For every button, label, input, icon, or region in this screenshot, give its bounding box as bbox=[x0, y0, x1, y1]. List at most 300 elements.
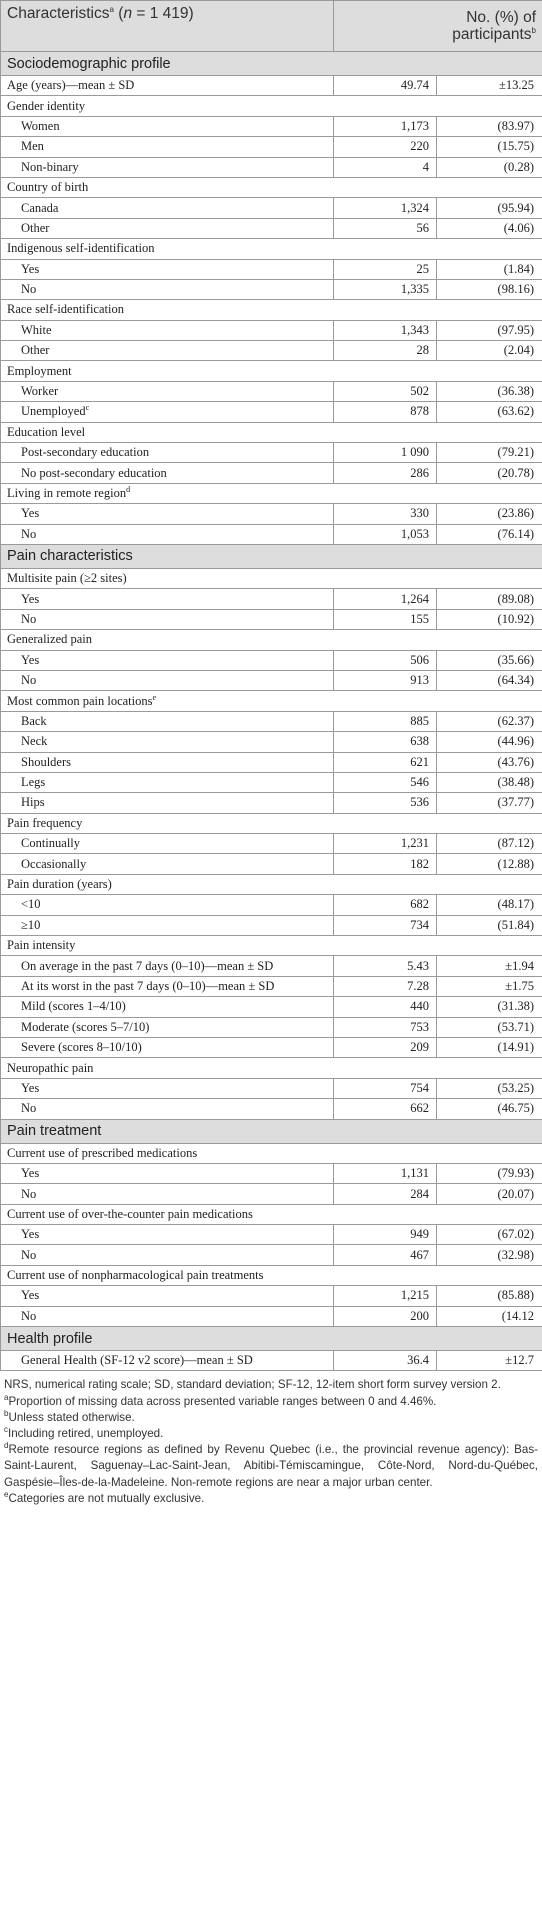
row-label-text: Country of birth bbox=[7, 180, 89, 195]
percent-cell: (1.84) bbox=[437, 259, 542, 279]
count-cell: 885 bbox=[334, 711, 437, 731]
footnote-letter: a bbox=[4, 1392, 9, 1402]
row-label-text: Most common pain locations bbox=[7, 693, 153, 708]
row-label bbox=[1, 381, 334, 401]
count-cell: 734 bbox=[334, 915, 437, 935]
percent-cell: (15.75) bbox=[437, 137, 542, 157]
row-label-text: Hips bbox=[21, 795, 45, 810]
count-cell: 638 bbox=[334, 732, 437, 752]
row-label bbox=[1, 609, 334, 629]
row-label bbox=[1, 1143, 542, 1163]
percent-cell: (10.92) bbox=[437, 609, 542, 629]
group-row bbox=[1, 483, 542, 503]
header-n-italic: n bbox=[123, 5, 133, 22]
section-header-row bbox=[1, 52, 542, 76]
row-label-text: Generalized pain bbox=[7, 632, 93, 647]
row-label bbox=[1, 732, 334, 752]
percent-cell: (46.75) bbox=[437, 1099, 542, 1119]
row-label-text: Neuropathic pain bbox=[7, 1060, 94, 1075]
percent-cell: (32.98) bbox=[437, 1245, 542, 1265]
count-cell: 209 bbox=[334, 1037, 437, 1057]
percent-cell: (98.16) bbox=[437, 279, 542, 299]
count-cell: 330 bbox=[334, 504, 437, 524]
row-label-text: Yes bbox=[21, 652, 40, 667]
row-label bbox=[1, 483, 542, 503]
section-title: Sociodemographic profile bbox=[1, 52, 542, 76]
section-title: Pain treatment bbox=[1, 1119, 542, 1143]
footnote-letter: b bbox=[4, 1408, 9, 1418]
count-cell: 1,053 bbox=[334, 524, 437, 544]
footnote-marker: e bbox=[152, 692, 157, 702]
table-row bbox=[1, 1286, 542, 1306]
table-row bbox=[1, 732, 542, 752]
group-row bbox=[1, 1204, 542, 1224]
table-row bbox=[1, 997, 542, 1017]
row-label bbox=[1, 568, 542, 588]
row-label-text: Back bbox=[21, 713, 47, 728]
row-label-text: Current use of over-the-counter pain medications bbox=[7, 1206, 253, 1221]
table-row bbox=[1, 670, 542, 690]
footnote-text: Categories are not mutually exclusive. bbox=[8, 1491, 205, 1505]
count-cell: 502 bbox=[334, 381, 437, 401]
table-row bbox=[1, 259, 542, 279]
group-row bbox=[1, 691, 542, 711]
row-label bbox=[1, 834, 334, 854]
group-row bbox=[1, 630, 542, 650]
percent-cell: (4.06) bbox=[437, 218, 542, 238]
percent-cell: (0.28) bbox=[437, 157, 542, 177]
percent-cell: ±1.75 bbox=[437, 976, 542, 996]
row-label bbox=[1, 1306, 334, 1326]
table-row bbox=[1, 504, 542, 524]
percent-cell: (63.62) bbox=[437, 402, 542, 422]
table-row bbox=[1, 157, 542, 177]
section-header-row bbox=[1, 1119, 542, 1143]
row-label-text: Yes bbox=[21, 1227, 40, 1242]
row-label bbox=[1, 630, 542, 650]
row-label-text: Current use of nonpharmacological pain treatments bbox=[7, 1268, 264, 1283]
percent-cell: (53.25) bbox=[437, 1078, 542, 1098]
group-row bbox=[1, 874, 542, 894]
footnote-letter: c bbox=[4, 1425, 8, 1435]
row-label-text: ≥10 bbox=[21, 917, 41, 932]
group-row bbox=[1, 568, 542, 588]
row-label bbox=[1, 1286, 334, 1306]
footnote bbox=[4, 1377, 538, 1393]
row-label-text: Worker bbox=[21, 384, 59, 399]
table-row bbox=[1, 218, 542, 238]
percent-cell: (38.48) bbox=[437, 772, 542, 792]
row-label bbox=[1, 1163, 334, 1183]
table-row bbox=[1, 956, 542, 976]
group-row bbox=[1, 1143, 542, 1163]
footnote-text: Proportion of missing data across presented variable ranges between 0 and 4.46%. bbox=[8, 1394, 437, 1408]
row-label bbox=[1, 157, 334, 177]
row-label-text: Yes bbox=[21, 1080, 40, 1095]
percent-cell: (43.76) bbox=[437, 752, 542, 772]
footnote bbox=[4, 1394, 538, 1410]
row-label-text: Moderate (scores 5–7/10) bbox=[21, 1019, 150, 1034]
table-row bbox=[1, 524, 542, 544]
section-header-row bbox=[1, 544, 542, 568]
row-label-text: Occasionally bbox=[21, 856, 87, 871]
count-cell: 200 bbox=[334, 1306, 437, 1326]
count-cell: 621 bbox=[334, 752, 437, 772]
percent-cell: (14.91) bbox=[437, 1037, 542, 1057]
table-row bbox=[1, 402, 542, 422]
group-row bbox=[1, 239, 542, 259]
row-label-text: Pain duration (years) bbox=[7, 877, 112, 892]
table-row bbox=[1, 1184, 542, 1204]
row-label-text: Yes bbox=[21, 591, 40, 606]
footnote-text: Remote resource regions as defined by Revenu Quebec (i.e., the provincial revenue agency): Bas-Saint-Laurent, Saguenay–Lac-Saint-Jean, Abitibi-Témiscamingue, Côte-Nord, Nord-du-Québec, Gaspésie–Îles-de-la-Madeleine. Non-remote regions are near a major urban center. bbox=[4, 1443, 538, 1489]
row-label-text: No bbox=[21, 611, 37, 626]
row-label-text: No bbox=[21, 1247, 37, 1262]
row-label-text: Women bbox=[21, 118, 60, 133]
count-cell: 536 bbox=[334, 793, 437, 813]
row-label bbox=[1, 341, 334, 361]
row-label bbox=[1, 915, 334, 935]
row-label bbox=[1, 1265, 542, 1285]
count-cell: 56 bbox=[334, 218, 437, 238]
row-label bbox=[1, 402, 334, 422]
count-cell: 440 bbox=[334, 997, 437, 1017]
row-label bbox=[1, 711, 334, 731]
group-row bbox=[1, 1058, 542, 1078]
row-label-text: Current use of prescribed medications bbox=[7, 1145, 198, 1160]
count-cell: 682 bbox=[334, 895, 437, 915]
row-label-text: Post-secondary education bbox=[21, 445, 150, 460]
row-label-text: Canada bbox=[21, 200, 59, 215]
row-label-text: At its worst in the past 7 days (0–10)—mean ± SD bbox=[21, 978, 275, 993]
percent-cell: (48.17) bbox=[437, 895, 542, 915]
percent-cell: (14.12 bbox=[437, 1306, 542, 1326]
footnote bbox=[4, 1410, 538, 1426]
group-row bbox=[1, 177, 542, 197]
table-row bbox=[1, 793, 542, 813]
count-cell: 949 bbox=[334, 1225, 437, 1245]
table-row bbox=[1, 1225, 542, 1245]
footnote-marker: d bbox=[126, 484, 131, 494]
row-label bbox=[1, 956, 334, 976]
row-label bbox=[1, 589, 334, 609]
row-label bbox=[1, 1184, 334, 1204]
row-label-text: Education level bbox=[7, 424, 86, 439]
row-label-text: Other bbox=[21, 343, 50, 358]
row-label bbox=[1, 239, 542, 259]
row-label-text: Multisite pain (≥2 sites) bbox=[7, 571, 127, 586]
header-col2-sup: b bbox=[531, 25, 536, 35]
row-label-text: Indigenous self-identification bbox=[7, 241, 155, 256]
header-n-rest: = 1 419) bbox=[132, 5, 194, 22]
count-cell: 25 bbox=[334, 259, 437, 279]
count-cell: 7.28 bbox=[334, 976, 437, 996]
footnote bbox=[4, 1442, 538, 1491]
row-label-text: No bbox=[21, 526, 37, 541]
footnote-marker: c bbox=[85, 403, 90, 413]
table-row bbox=[1, 772, 542, 792]
percent-cell: (87.12) bbox=[437, 834, 542, 854]
row-label-text: White bbox=[21, 322, 52, 337]
count-cell: 1,173 bbox=[334, 116, 437, 136]
row-label-text: No bbox=[21, 1308, 37, 1323]
percent-cell: (31.38) bbox=[437, 997, 542, 1017]
percent-cell: (79.21) bbox=[437, 443, 542, 463]
percent-cell: (67.02) bbox=[437, 1225, 542, 1245]
table-row bbox=[1, 854, 542, 874]
group-row bbox=[1, 422, 542, 442]
count-cell: 1,324 bbox=[334, 198, 437, 218]
table-row bbox=[1, 589, 542, 609]
row-label bbox=[1, 1225, 334, 1245]
row-label bbox=[1, 300, 542, 320]
row-label bbox=[1, 320, 334, 340]
row-label bbox=[1, 691, 542, 711]
count-cell: 753 bbox=[334, 1017, 437, 1037]
table-row bbox=[1, 752, 542, 772]
row-label bbox=[1, 361, 542, 381]
footnote-text: Unless stated otherwise. bbox=[8, 1410, 135, 1424]
table-row bbox=[1, 463, 542, 483]
count-cell: 1,264 bbox=[334, 589, 437, 609]
table-row bbox=[1, 1245, 542, 1265]
row-label bbox=[1, 813, 542, 833]
table-row bbox=[1, 976, 542, 996]
table-footnotes bbox=[0, 1371, 542, 1507]
row-label-text: Continually bbox=[21, 836, 81, 851]
percent-cell: (97.95) bbox=[437, 320, 542, 340]
percent-cell: (20.07) bbox=[437, 1184, 542, 1204]
count-cell: 467 bbox=[334, 1245, 437, 1265]
row-label-text: Living in remote region bbox=[7, 486, 127, 500]
count-cell: 5.43 bbox=[334, 956, 437, 976]
table-row bbox=[1, 711, 542, 731]
percent-cell: (20.78) bbox=[437, 463, 542, 483]
count-cell: 28 bbox=[334, 341, 437, 361]
count-cell: 1,335 bbox=[334, 279, 437, 299]
row-label-text: Mild (scores 1–4/10) bbox=[21, 999, 126, 1014]
percent-cell: (62.37) bbox=[437, 711, 542, 731]
table-row bbox=[1, 1037, 542, 1057]
row-label-text: No bbox=[21, 282, 37, 297]
header-col2-line1: No. (%) of bbox=[466, 9, 536, 26]
row-label bbox=[1, 976, 334, 996]
row-label-text: Other bbox=[21, 220, 50, 235]
row-label bbox=[1, 1099, 334, 1119]
percent-cell: ±12.7 bbox=[437, 1351, 542, 1371]
row-label-text: General Health (SF-12 v2 score)—mean ± SD bbox=[21, 1353, 253, 1368]
table-body bbox=[1, 52, 542, 1371]
header-col2-line2: participants bbox=[452, 26, 532, 43]
percent-cell: (76.14) bbox=[437, 524, 542, 544]
table-row bbox=[1, 341, 542, 361]
table-row bbox=[1, 320, 542, 340]
row-label bbox=[1, 1245, 334, 1265]
count-cell: 4 bbox=[334, 157, 437, 177]
table-row bbox=[1, 381, 542, 401]
row-label-text: Non-binary bbox=[21, 159, 79, 174]
row-label bbox=[1, 524, 334, 544]
percent-cell: (89.08) bbox=[437, 589, 542, 609]
row-label bbox=[1, 874, 542, 894]
table-row bbox=[1, 1306, 542, 1326]
row-label bbox=[1, 218, 334, 238]
group-row bbox=[1, 300, 542, 320]
percent-cell: (37.77) bbox=[437, 793, 542, 813]
table-row bbox=[1, 279, 542, 299]
percent-cell: (12.88) bbox=[437, 854, 542, 874]
header-col1-prefix: Characteristics bbox=[7, 5, 110, 22]
row-label bbox=[1, 670, 334, 690]
row-label-text: No post-secondary education bbox=[21, 465, 167, 480]
percent-cell: ±13.25 bbox=[437, 76, 542, 96]
row-label-text: Yes bbox=[21, 1166, 40, 1181]
row-label-text: Age (years)—mean ± SD bbox=[7, 78, 135, 93]
row-label-text: No bbox=[21, 1101, 37, 1116]
row-label bbox=[1, 650, 334, 670]
table-row bbox=[1, 137, 542, 157]
row-label-text: Gender identity bbox=[7, 98, 86, 113]
row-label bbox=[1, 76, 334, 96]
percent-cell: ±1.94 bbox=[437, 956, 542, 976]
table-row bbox=[1, 116, 542, 136]
percent-cell: (95.94) bbox=[437, 198, 542, 218]
count-cell: 1 090 bbox=[334, 443, 437, 463]
row-label-text: Severe (scores 8–10/10) bbox=[21, 1040, 142, 1055]
group-row bbox=[1, 76, 542, 96]
table-row bbox=[1, 834, 542, 854]
row-label-text: Race self-identification bbox=[7, 302, 124, 317]
count-cell: 546 bbox=[334, 772, 437, 792]
header-characteristics bbox=[1, 1, 334, 52]
row-label bbox=[1, 895, 334, 915]
percent-cell: (83.97) bbox=[437, 116, 542, 136]
row-label bbox=[1, 422, 542, 442]
footnote bbox=[4, 1491, 538, 1507]
row-label bbox=[1, 997, 334, 1017]
count-cell: 1,231 bbox=[334, 834, 437, 854]
row-label bbox=[1, 793, 334, 813]
footnote-letter: d bbox=[4, 1441, 9, 1451]
row-label-text: <10 bbox=[21, 897, 41, 912]
row-label-text: Legs bbox=[21, 775, 46, 790]
section-header-row bbox=[1, 1327, 542, 1351]
table-header-row bbox=[1, 1, 542, 52]
table-row bbox=[1, 895, 542, 915]
row-label-text: Pain frequency bbox=[7, 815, 83, 830]
row-label-text: Yes bbox=[21, 1288, 40, 1303]
table-row bbox=[1, 1078, 542, 1098]
row-label bbox=[1, 504, 334, 524]
group-row bbox=[1, 1265, 542, 1285]
row-label bbox=[1, 198, 334, 218]
row-label bbox=[1, 1351, 334, 1371]
count-cell: 662 bbox=[334, 1099, 437, 1119]
row-label bbox=[1, 279, 334, 299]
count-cell: 49.74 bbox=[334, 76, 437, 96]
row-label bbox=[1, 177, 542, 197]
row-label bbox=[1, 772, 334, 792]
row-label bbox=[1, 1017, 334, 1037]
percent-cell: (23.86) bbox=[437, 504, 542, 524]
count-cell: 220 bbox=[334, 137, 437, 157]
percent-cell: (2.04) bbox=[437, 341, 542, 361]
row-label-text: Yes bbox=[21, 261, 40, 276]
row-label bbox=[1, 463, 334, 483]
group-row bbox=[1, 813, 542, 833]
row-label bbox=[1, 1078, 334, 1098]
footnote-text: NRS, numerical rating scale; SD, standard deviation; SF-12, 12-item short form survey version 2. bbox=[4, 1378, 501, 1392]
count-cell: 182 bbox=[334, 854, 437, 874]
footnote-text: Including retired, unemployed. bbox=[8, 1427, 164, 1441]
group-row bbox=[1, 936, 542, 956]
header-participants bbox=[334, 1, 542, 52]
footnote-letter: e bbox=[4, 1490, 9, 1499]
count-cell: 1,131 bbox=[334, 1163, 437, 1183]
table-row bbox=[1, 443, 542, 463]
percent-cell: (36.38) bbox=[437, 381, 542, 401]
count-cell: 506 bbox=[334, 650, 437, 670]
row-label bbox=[1, 116, 334, 136]
percent-cell: (64.34) bbox=[437, 670, 542, 690]
count-cell: 286 bbox=[334, 463, 437, 483]
table-row bbox=[1, 1351, 542, 1371]
row-label-text: Pain intensity bbox=[7, 938, 76, 953]
row-label-text: Unemployed bbox=[21, 404, 86, 419]
row-label-text: Yes bbox=[21, 506, 40, 521]
row-label bbox=[1, 96, 542, 116]
percent-cell: (79.93) bbox=[437, 1163, 542, 1183]
row-label bbox=[1, 259, 334, 279]
row-label-text: Men bbox=[21, 139, 44, 154]
header-col1-sup: a bbox=[109, 4, 114, 14]
row-label bbox=[1, 936, 542, 956]
percent-cell: (51.84) bbox=[437, 915, 542, 935]
count-cell: 1,215 bbox=[334, 1286, 437, 1306]
header-n-open: ( bbox=[118, 5, 124, 22]
count-cell: 36.4 bbox=[334, 1351, 437, 1371]
percent-cell: (44.96) bbox=[437, 732, 542, 752]
section-title: Pain characteristics bbox=[1, 544, 542, 568]
percent-cell: (53.71) bbox=[437, 1017, 542, 1037]
group-row bbox=[1, 96, 542, 116]
row-label-text: On average in the past 7 days (0–10)—mean ± SD bbox=[21, 958, 274, 973]
table-row bbox=[1, 650, 542, 670]
row-label-text: Neck bbox=[21, 734, 48, 749]
count-cell: 155 bbox=[334, 609, 437, 629]
section-title: Health profile bbox=[1, 1327, 542, 1351]
percent-cell: (85.88) bbox=[437, 1286, 542, 1306]
row-label bbox=[1, 1204, 542, 1224]
count-cell: 754 bbox=[334, 1078, 437, 1098]
group-row bbox=[1, 361, 542, 381]
row-label-text: No bbox=[21, 673, 37, 688]
count-cell: 878 bbox=[334, 402, 437, 422]
footnote bbox=[4, 1426, 538, 1442]
count-cell: 284 bbox=[334, 1184, 437, 1204]
row-label bbox=[1, 137, 334, 157]
row-label-text: Employment bbox=[7, 363, 72, 378]
table-row bbox=[1, 915, 542, 935]
row-label-text: No bbox=[21, 1186, 37, 1201]
table-row bbox=[1, 609, 542, 629]
row-label bbox=[1, 1058, 542, 1078]
row-label bbox=[1, 1037, 334, 1057]
table-row bbox=[1, 1099, 542, 1119]
percent-cell: (35.66) bbox=[437, 650, 542, 670]
row-label-text: Shoulders bbox=[21, 754, 71, 769]
table-row bbox=[1, 1163, 542, 1183]
